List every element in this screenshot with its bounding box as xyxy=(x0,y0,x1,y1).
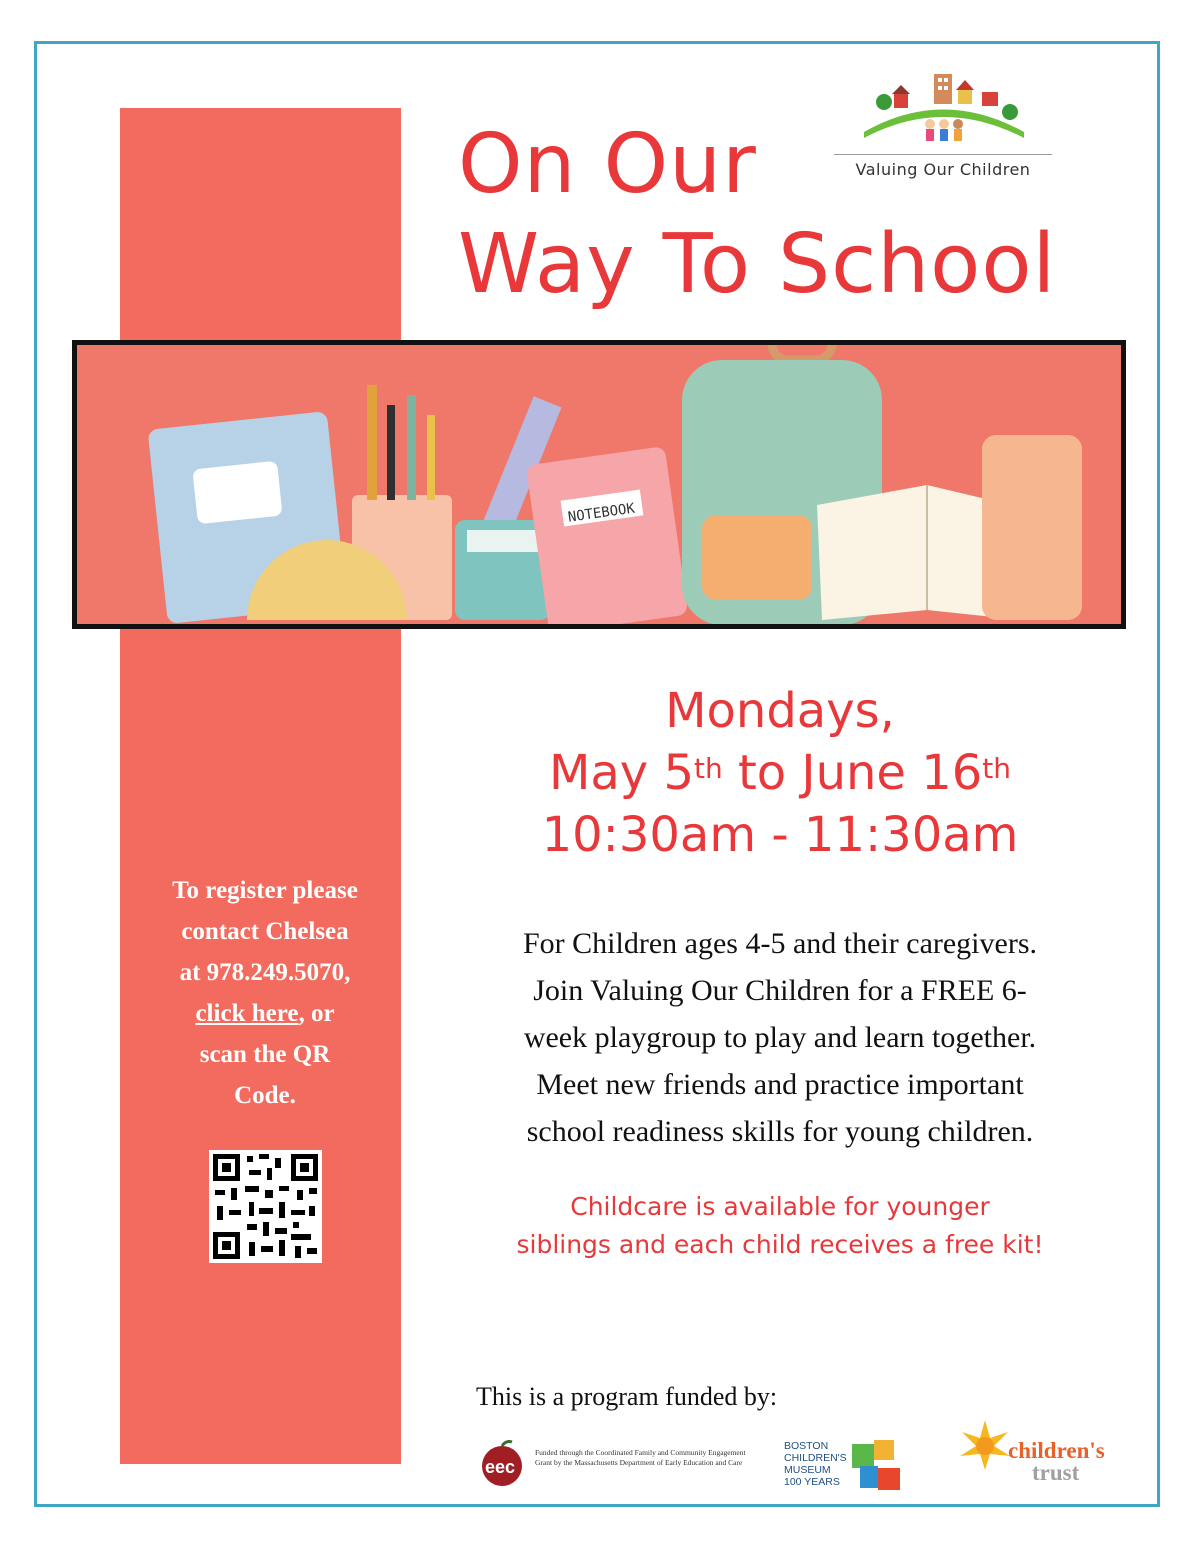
childrens-trust-logo xyxy=(960,1420,1130,1490)
register-link-line xyxy=(140,993,390,1034)
eec-logo-text: eec xyxy=(485,1457,516,1477)
bcm-line: 100 YEARS xyxy=(784,1476,840,1488)
schedule-dates xyxy=(480,742,1080,804)
boston-childrens-museum-logo xyxy=(784,1438,914,1494)
school-supplies-illustration xyxy=(77,345,1121,624)
bcm-line: CHILDREN'S xyxy=(784,1452,847,1464)
childrens-trust-text xyxy=(1008,1440,1105,1484)
description-line: Join Valuing Our Children for a FREE 6- xyxy=(533,974,1027,1007)
description-line: Meet new friends and practice important xyxy=(536,1068,1024,1101)
register-line: Code. xyxy=(234,1082,296,1109)
sun-icon xyxy=(960,1420,1010,1470)
qr-code-icon xyxy=(209,1150,322,1263)
schedule-block xyxy=(480,680,1080,866)
schedule-day: Mondays, xyxy=(665,683,895,739)
school-supplies-banner xyxy=(72,340,1126,629)
logo-divider xyxy=(834,154,1052,155)
registration-info xyxy=(140,870,390,1116)
childcare-note xyxy=(460,1188,1100,1264)
schedule-end-suffix: th xyxy=(982,752,1012,785)
program-description xyxy=(460,920,1100,1155)
eec-funding-text: Funded through the Coordinated Family and Community Engagement Grant by the Massachusetts Department of Early Education and Care xyxy=(535,1448,746,1467)
description-line: week playgroup to play and learn together. xyxy=(523,1021,1037,1054)
register-link-suffix: , or xyxy=(298,1000,335,1027)
schedule-time: 10:30am - 11:30am xyxy=(541,807,1019,863)
ct-line-1: children's xyxy=(1008,1438,1105,1463)
bcm-text xyxy=(784,1440,854,1488)
qr-code[interactable] xyxy=(209,1150,322,1263)
description-line: For Children ages 4-5 and their caregivers. xyxy=(523,927,1037,960)
valuing-our-children-logo xyxy=(834,72,1052,187)
schedule-start-suffix: th xyxy=(693,752,723,785)
eec-logo xyxy=(480,1440,746,1490)
register-phone: at 978.249.5070, xyxy=(179,959,351,986)
bcm-line: MUSEUM xyxy=(784,1464,831,1476)
description-line: school readiness skills for young children. xyxy=(526,1115,1034,1148)
logo-text: Valuing Our Children xyxy=(855,160,1031,179)
apple-icon xyxy=(480,1440,530,1490)
houses-arch-icon xyxy=(834,72,1052,154)
bcm-line: BOSTON xyxy=(784,1440,829,1452)
register-line: contact Chelsea xyxy=(181,918,349,945)
title-line-1: On Our xyxy=(458,117,757,212)
notebook-label: NOTEBOOK xyxy=(566,500,636,526)
funded-by-heading: This is a program funded by: xyxy=(476,1382,778,1411)
childcare-line: Childcare is available for younger xyxy=(570,1192,990,1221)
ct-line-2: trust xyxy=(1032,1460,1080,1485)
title-line-2: Way To School xyxy=(458,217,1057,312)
register-link[interactable]: click here xyxy=(195,1000,299,1027)
childcare-line: siblings and each child receives a free kit! xyxy=(516,1230,1044,1259)
register-line: scan the QR xyxy=(199,1041,331,1068)
schedule-start: May 5 xyxy=(548,745,694,801)
register-line: To register please xyxy=(172,877,358,904)
schedule-end: to June 16 xyxy=(722,745,983,801)
bcm-blocks-icon xyxy=(848,1438,908,1494)
